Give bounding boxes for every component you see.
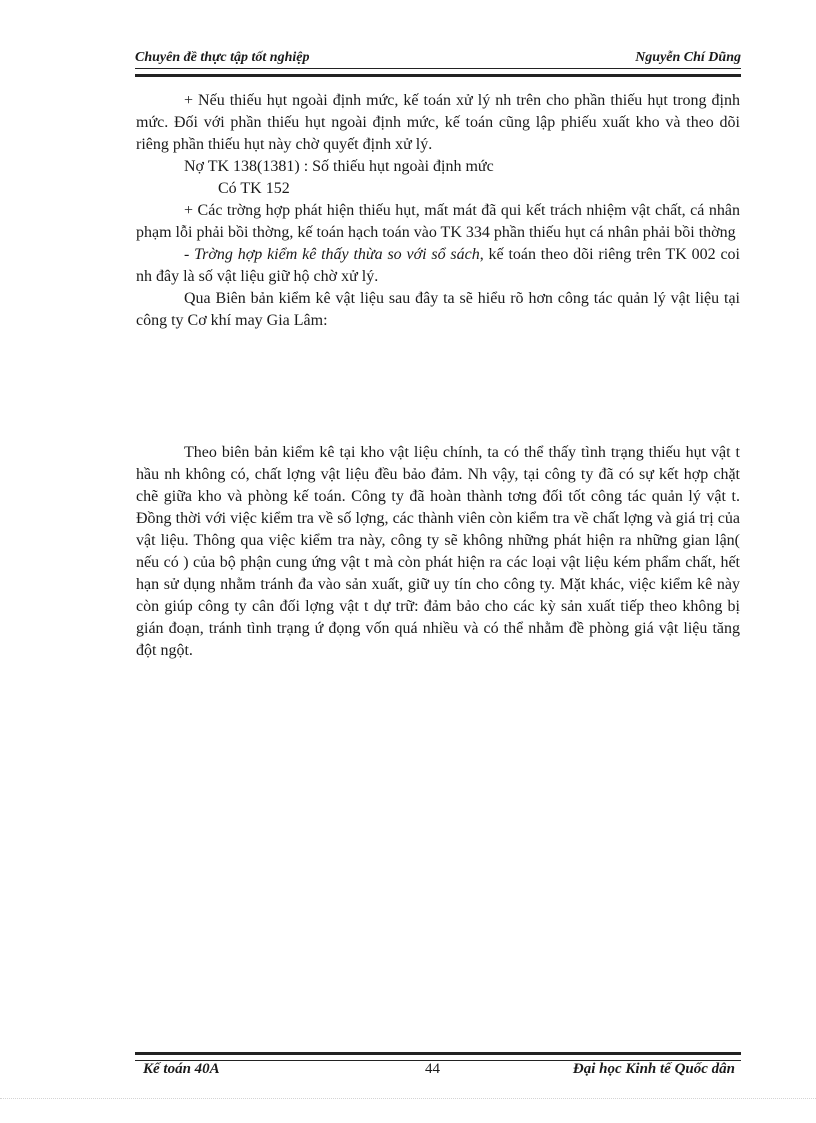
footer-divider bbox=[135, 1052, 741, 1061]
paragraph-inventory-intro: Qua Biên bản kiểm kê vật liệu sau đây ta sẽ hiểu rõ hơn công tác quản lý vật liệu tại công ty Cơ khí may Gia Lâm: bbox=[136, 290, 740, 329]
page-body bbox=[136, 90, 740, 662]
blank-space bbox=[136, 332, 740, 442]
paragraph-liability-case: + Các trờng hợp phát hiện thiếu hụt, mất mát đã qui kết trách nhiệm vật chất, cá nhân phạm lỗi phải bồi thờng, kế toán hạch toán vào TK 334 phần thiếu hụt cá nhân phải bồi thờng bbox=[136, 202, 740, 241]
page-header bbox=[135, 50, 741, 70]
journal-entry-credit: Có TK 152 bbox=[218, 180, 290, 197]
page-bottom-dotted-line bbox=[0, 1098, 816, 1099]
surplus-case-text: , kế toán theo dõi riêng trên TK 002 coi nh đây là số vật liệu giữ hộ chờ xử lý. bbox=[136, 246, 740, 285]
paragraph-surplus-case bbox=[136, 244, 740, 288]
header-thesis-title: Chuyên đề thực tập tốt nghiệp bbox=[135, 50, 310, 65]
page-number: 44 bbox=[425, 1061, 440, 1077]
paragraph-shortage-outside-norm: + Nếu thiếu hụt ngoài định mức, kế toán xử lý nh trên cho phần thiếu hụt trong định mức. Đối với phần thiếu hụt ngoài định mức, kế toán cũng lập phiếu xuất kho và theo dõi riêng phần thiếu hụt này chờ quyết định xử lý. bbox=[136, 92, 740, 153]
surplus-case-heading: - Trờng hợp kiểm kê thấy thừa so với sổ sách bbox=[184, 246, 480, 263]
footer-university-name: Đại học Kinh tế Quốc dân bbox=[572, 1061, 735, 1077]
journal-entry-debit: Nợ TK 138(1381) : Số thiếu hụt ngoài định mức bbox=[184, 158, 494, 175]
header-author-name: Nguyễn Chí Dũng bbox=[635, 50, 741, 65]
header-divider bbox=[135, 68, 741, 77]
page-footer bbox=[135, 1061, 741, 1083]
paragraph-inventory-conclusion: Theo biên bản kiểm kê tại kho vật liệu chính, ta có thể thấy tình trạng thiếu hụt vật t hầu nh không có, chất lợng vật liệu đều bảo đảm. Nh vậy, tại công ty đã có sự kết hợp chặt chẽ giữa kho và phòng kế toán. Công ty đã hoàn thành tơng đối tốt công tác quản lý vật t. Đồng thời với việc kiểm tra về số lợng, các thành viên còn kiểm tra về chất lợng và giá trị của vật liệu. Thông qua việc kiểm tra này, công ty sẽ không những phát hiện ra những gian lận( nếu có ) của bộ phận cung ứng vật t mà còn phát hiện ra các loại vật liệu kém phẩm chất, hết hạn sử dụng nhằm tránh đa vào sản xuất, giữ uy tín cho công ty. Mặt khác, việc kiểm kê này còn giúp công ty cân đối lợng vật t dự trữ: đảm bảo cho các kỳ sản xuất tiếp theo không bị gián đoạn, tránh tình trạng ứ đọng vốn quá nhiều và có thể nhằm đề phòng giá vật liệu tăng đột ngột. bbox=[136, 444, 740, 659]
footer-class-name: Kế toán 40A bbox=[143, 1061, 220, 1077]
